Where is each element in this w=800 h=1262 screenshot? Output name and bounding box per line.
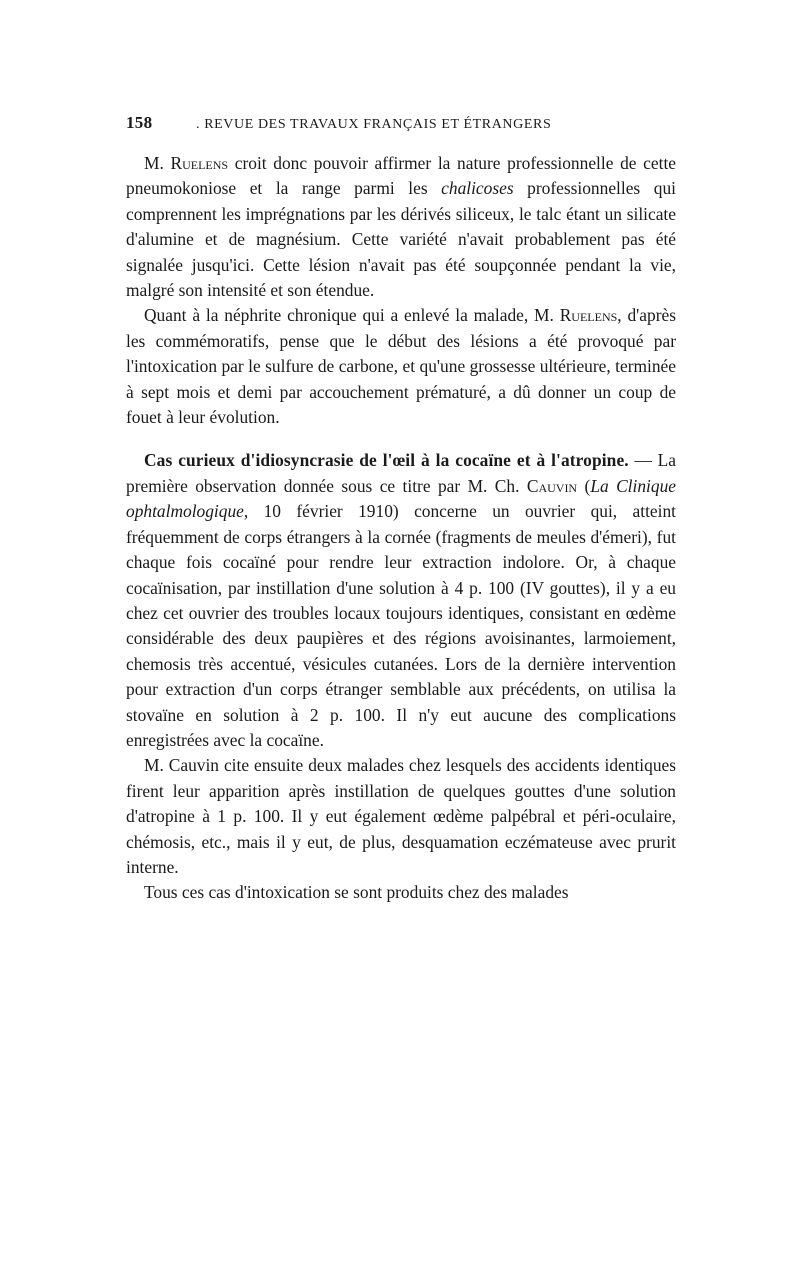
text-run: professionnelles qui comprennent les imprégnations par les dérivés siliceux, le talc étant un silicate d'alumine et de magnésium. Cette variété n'avait probablement pas été signalée jusqu'ici. Cette lésion n'avait pas été soupçonnée pendant la vie, malgré son intensité et son étendue. — [126, 178, 676, 301]
paragraph-nephrite — [126, 303, 676, 430]
paragraph-cocaine-atropine — [126, 448, 676, 753]
author-name: Ruelens — [170, 153, 229, 173]
text-run: Quant à la néphrite chronique qui a enlevé la malade, M. — [144, 305, 560, 326]
paragraph-intoxication: Tous ces cas d'intoxication se sont produits chez des malades — [144, 882, 569, 903]
text-run: , d'après les commémoratifs, pense que le début des lésions a été provoqué par l'intoxication par le sulfure de carbone, et qu'une grossesse ultérieure, terminée à sept mois et demi par accouchement prématuré, a dû donner un coup de fouet à leur évolution. — [126, 305, 676, 428]
section-title: Cas curieux d'idiosyncrasie de l'œil à la cocaïne et à l'atropine. — [144, 450, 629, 471]
running-title: . REVUE DES TRAVAUX FRANÇAIS ET ÉTRANGERS — [196, 117, 552, 132]
paragraph-cauvin-atropine: M. Cauvin cite ensuite deux malades chez lesquels des accidents identiques firent leur apparition après instillation de quelques gouttes d'une solution d'atropine à 1 p. 100. Il y eut également œdème palpébral et péri-oculaire, chémosis, etc., mais il y eut, de plus, desquamation eczémateuse avec prurit interne. — [126, 755, 676, 877]
journal-title: La Clinique ophtalmologique — [126, 475, 676, 522]
author-name: Cauvin — [526, 475, 578, 496]
text-run: ( — [577, 475, 591, 496]
text-run: , 10 février 1910) concerne un ouvrier qui, atteint fréquemment de corps étrangers à la cornée (fragments de meules d'émeri), fut chaque fois cocaïné pour rendre leur extraction indolore. Or, à chaque cocaïnisation, par instillation d'une solution à 4 p. 100 (IV gouttes), il y a eu chez cet ouvrier des troubles locaux toujours identiques, consistant en œdème considérable des deux paupières et des régions avoisinantes, larmoiement, chemosis très accentué, vésicules cutanées. Lors de la dernière intervention pour extraction d'un corps étranger semblable aux précédents, on utilisa la stovaïne en solution à 2 p. 100. Il n'y eut aucune des complications enregistrées avec la cocaïne. — [126, 501, 676, 750]
author-name: Ruelens — [559, 305, 618, 326]
emphasis-term: chalicoses — [441, 178, 514, 199]
section-spacer — [126, 430, 676, 448]
article-body — [126, 151, 676, 906]
page-number: 158 — [126, 113, 153, 132]
text-run: — La première observation donnée sous ce titre par M. Ch. — [126, 450, 676, 496]
running-header — [126, 113, 676, 141]
text-run: croit donc pouvoir affirmer la nature professionnelle de cette pneumokoniose et la range parmi les — [126, 153, 676, 199]
text-run: M. — [144, 153, 171, 173]
paragraph-ruelens-pneumokoniose — [126, 151, 676, 303]
page — [126, 113, 676, 906]
